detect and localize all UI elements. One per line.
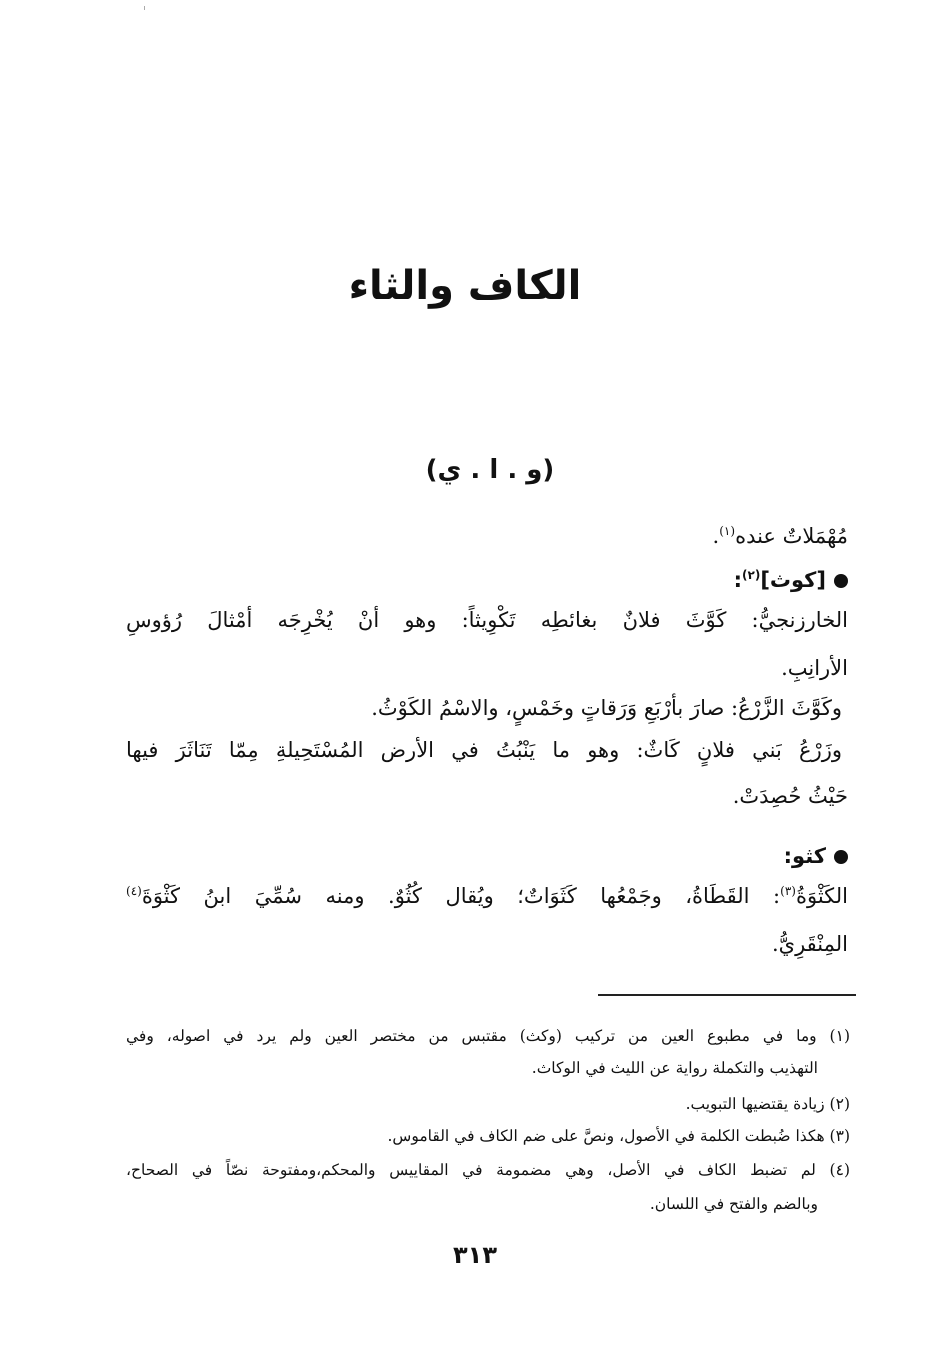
footnote-ref-2: (٢) [742, 568, 761, 582]
body-line: الأرانِبِ. [781, 656, 848, 680]
filled-circle-icon [834, 574, 848, 588]
chapter-title: الكاف والثاء [348, 263, 582, 309]
footnote-ref-3: (٣) [780, 884, 796, 898]
word-kathwa: الكَثْوَةُ [795, 884, 848, 908]
footnote-1-line-2: التهذيب والتكملة رواية عن الليث في الوكاث. [531, 1059, 818, 1077]
body-line [126, 878, 848, 914]
entry-head-end: : [733, 568, 743, 592]
footnote-separator [598, 994, 856, 996]
entry-head-text: [كوث] [760, 568, 826, 592]
filled-circle-icon [834, 850, 848, 864]
body-line: الخارزنجيُّ: كَوَّثَ فلانٌ بغائطِه تَكْوِيثاً: وهو أنْ يُخْرِجَه أمْثالَ رُؤوسِ [126, 608, 848, 632]
footnote-2: (٢) زيادة يقتضيها التبويب. [685, 1095, 850, 1113]
intro-end: . [712, 524, 720, 548]
footnote-3: (٣) هكذا ضُبطت الكلمة في الأصول، ونصَّ على ضم الكاف في القاموس. [387, 1127, 850, 1145]
intro-line [713, 518, 848, 554]
page-number: ٣١٣ [453, 1241, 497, 1269]
entry-head-kthw [784, 838, 848, 874]
footnote-ref-4: (٤) [126, 884, 142, 898]
entry-head-text: كثو: [783, 844, 826, 868]
entry-head-kwth [734, 562, 848, 598]
footnote-4-line-1: (٤) لم تضبط الكاف في الأصل، وهي مضمومة في المقاييس والمحكم،ومفتوحة نصّاً في الصحاح، [126, 1161, 850, 1179]
body-line: حَيْثُ حُصِدَتْ. [732, 784, 848, 808]
intro-text: مُهْمَلاتٌ عنده [735, 524, 848, 548]
body-line: وكَوَّثَ الزَّرْعُ: صارَ بأرْبَعِ وَرَقاتٍ وخَمْسٍ، والاسْمُ الكَوْثُ. [371, 696, 842, 720]
body-line: وزَرْعُ بَني فلانٍ كَاثٌ: وهو ما يَنْبُتُ في الأرض المُسْتَحِيلةِ مِمّا تَنَاثَرَ فيها [126, 738, 842, 762]
footnote-1-line-1: (١) وما في مطبوع العين من تركيب (وكث) مقتبس من مختصر العين ولم يرد في اصوله، وفي [126, 1027, 850, 1045]
section-heading: (و . ا . ي) [425, 455, 555, 485]
footnote-ref-1: (١) [719, 524, 736, 538]
body-line: المِنْقَرِيُّ. [771, 932, 848, 956]
scan-speck [144, 6, 145, 10]
body-text: : القَطَاةُ، وجَمْعُها كَثَوَاتٌ؛ ويُقال كُثُوٌ. ومنه سُمِّيَ ابنُ كَثْوَةَ [141, 884, 781, 908]
footnote-4-line-2: وبالضم والفتح في اللسان. [649, 1195, 818, 1213]
